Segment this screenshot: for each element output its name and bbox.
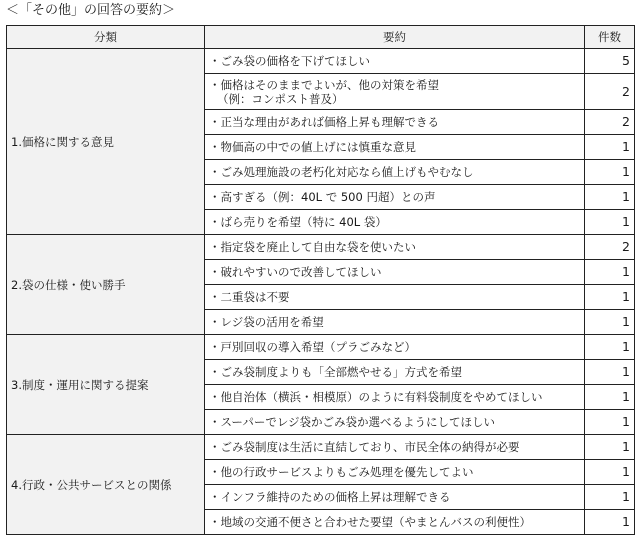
count-cell: 5 <box>585 49 635 74</box>
count-cell: 1 <box>585 485 635 510</box>
count-cell: 1 <box>585 285 635 310</box>
summary-cell: ・ごみ袋の価格を下げてほしい <box>205 49 585 74</box>
category-cell: 2.袋の仕様・使い勝手 <box>7 235 205 335</box>
summary-cell: ・インフラ維持のための価格上昇は理解できる <box>205 485 585 510</box>
page-title: ＜「その他」の回答の要約＞ <box>6 3 176 18</box>
count-cell: 1 <box>585 160 635 185</box>
summary-cell: ・スーパーでレジ袋かごみ袋か選べるようにしてほしい <box>205 410 585 435</box>
count-cell: 1 <box>585 185 635 210</box>
count-cell: 1 <box>585 410 635 435</box>
summary-cell: ・ごみ処理施設の老朽化対応なら値上げもやむなし <box>205 160 585 185</box>
summary-cell: ・二重袋は不要 <box>205 285 585 310</box>
table-row <box>7 435 635 460</box>
header-row <box>7 26 635 49</box>
summary-cell: ・指定袋を廃止して自由な袋を使いたい <box>205 235 585 260</box>
count-cell: 1 <box>585 385 635 410</box>
summary-cell: ・破れやすいので改善してほしい <box>205 260 585 285</box>
header-count: 件数 <box>585 26 635 49</box>
category-cell: 4.行政・公共サービスとの関係 <box>7 435 205 535</box>
summary-cell: ・ごみ袋制度よりも「全部燃やせる」方式を希望 <box>205 360 585 385</box>
summary-cell: ・他の行政サービスよりもごみ処理を優先してよい <box>205 460 585 485</box>
table-row <box>7 235 635 260</box>
count-cell: 1 <box>585 260 635 285</box>
summary-cell: ・ごみ袋制度は生活に直結しており、市民全体の納得が必要 <box>205 435 585 460</box>
summary-cell: ・高すぎる（例：40L で 500 円超）との声 <box>205 185 585 210</box>
category-cell: 1.価格に関する意見 <box>7 49 205 235</box>
summary-line-2: （例：コンポスト普及） <box>217 91 344 106</box>
summary-cell: ・他自治体（横浜・相模原）のように有料袋制度をやめてほしい <box>205 385 585 410</box>
count-cell: 2 <box>585 110 635 135</box>
count-cell: 1 <box>585 335 635 360</box>
count-cell: 1 <box>585 460 635 485</box>
summary-cell: ・戸別回収の導入希望（プラごみなど） <box>205 335 585 360</box>
count-cell: 2 <box>585 235 635 260</box>
summary-cell: ・正当な理由があれば価格上昇も理解できる <box>205 110 585 135</box>
summary-cell: ・地域の交通不便さと合わせた要望（やまとんバスの利便性） <box>205 510 585 535</box>
summary-cell: ・レジ袋の活用を希望 <box>205 310 585 335</box>
table-row <box>7 49 635 74</box>
header-category: 分類 <box>7 26 205 49</box>
count-cell: 1 <box>585 210 635 235</box>
summary-table <box>6 25 635 535</box>
summary-line: ・価格はそのままでよいが、他の対策を希望 <box>209 77 439 92</box>
count-cell: 1 <box>585 135 635 160</box>
header-summary: 要約 <box>205 26 585 49</box>
count-cell: 2 <box>585 74 635 110</box>
category-cell: 3.制度・運用に関する提案 <box>7 335 205 435</box>
table-row <box>7 335 635 360</box>
count-cell: 1 <box>585 310 635 335</box>
summary-cell: ・ばら売りを希望（特に 40L 袋） <box>205 210 585 235</box>
count-cell: 1 <box>585 435 635 460</box>
summary-cell: ・物価高の中での値上げには慎重な意見 <box>205 135 585 160</box>
count-cell: 1 <box>585 360 635 385</box>
count-cell: 1 <box>585 510 635 535</box>
summary-cell <box>205 74 585 110</box>
